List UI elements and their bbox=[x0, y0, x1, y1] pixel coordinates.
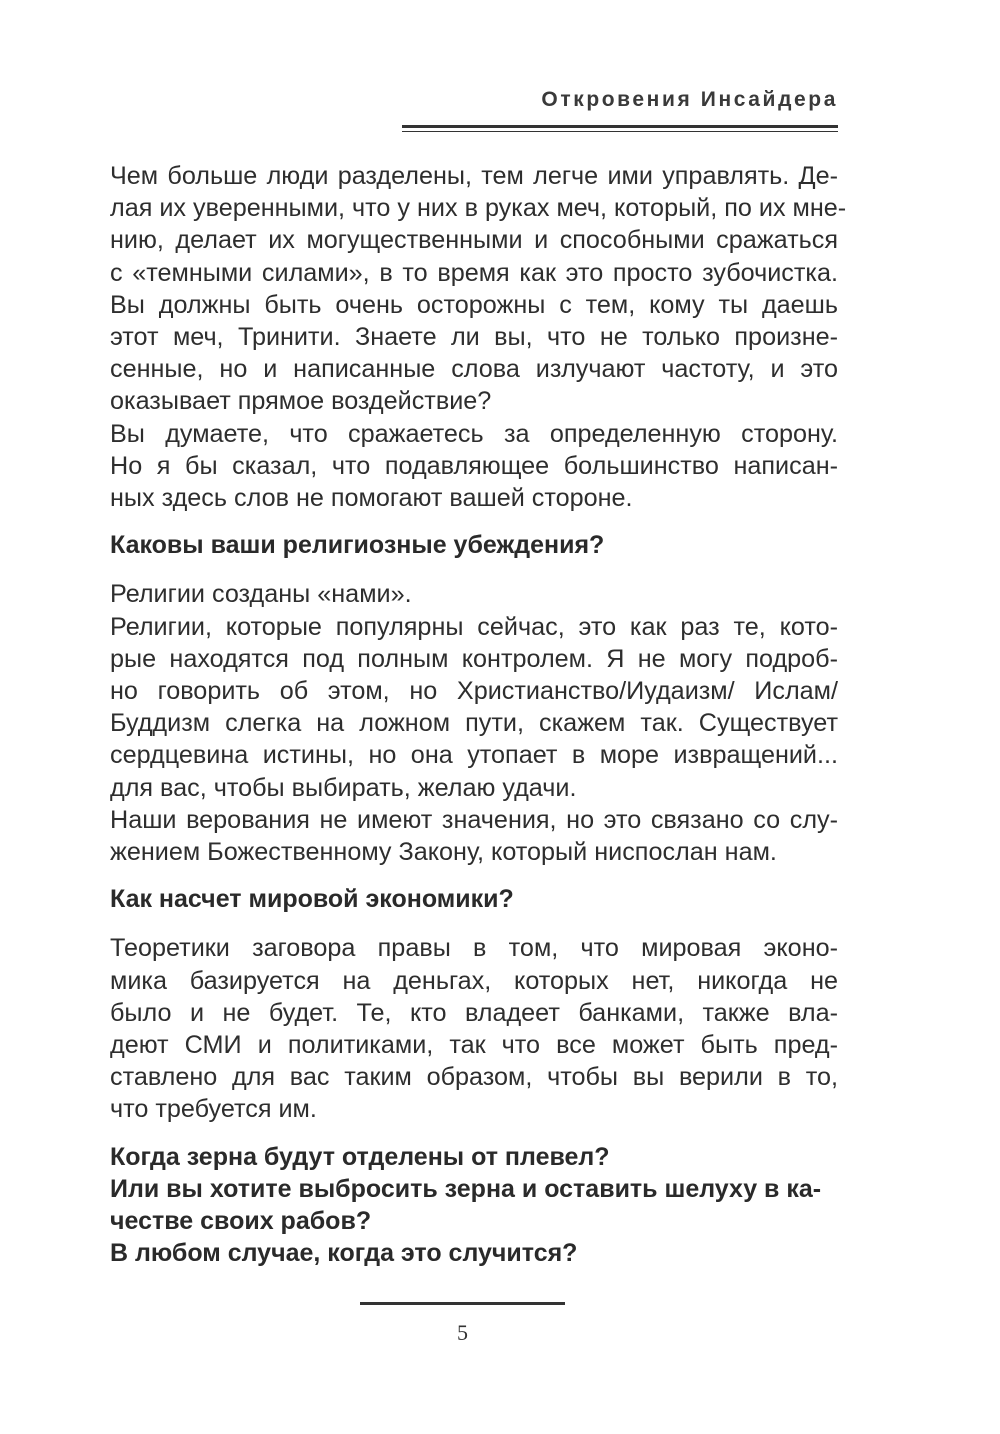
page-body bbox=[110, 160, 847, 1270]
text-line: сенные, но и написанные слова излучают частоту, и это bbox=[110, 355, 838, 384]
text-line: что требуется им. bbox=[110, 1095, 317, 1124]
text-line: Чем больше люди разделены, тем легче ими управлять. Де- bbox=[110, 162, 838, 190]
text-line: было и не будет. Те, кто владеет банками, также вла- bbox=[110, 998, 838, 1027]
text-line: ных здесь слов не помогают вашей стороне. bbox=[110, 484, 633, 513]
text-line: этот меч, Тринити. Знаете ли вы, что не только произне- bbox=[110, 323, 838, 352]
text-line: Но я бы сказал, что подавляющее большинство написан- bbox=[110, 451, 838, 480]
text-line: Теоретики заговора правы в том, что мировая эконо- bbox=[110, 934, 838, 963]
question-harvest-line: честве своих рабов? bbox=[110, 1207, 372, 1236]
text-line: деют СМИ и политиками, так что все может быть пред- bbox=[110, 1031, 838, 1060]
text-line: Наши верования не имеют значения, но это связано со слу- bbox=[110, 805, 838, 834]
text-line: ставлено для вас таким образом, чтобы вы верили в то, bbox=[110, 1063, 838, 1092]
text-line: но говорить об этом, но Христианство/Иудаизм/ Ислам/ bbox=[110, 677, 838, 706]
question-harvest-line: Или вы хотите выбросить зерна и оставить шелуху в ка- bbox=[110, 1174, 822, 1203]
text-line: оказывает прямое воздействие? bbox=[110, 387, 492, 416]
text-line: жением Божественному Закону, который ниспослан нам. bbox=[110, 838, 777, 867]
question-when: В любом случае, когда это случится? bbox=[110, 1239, 578, 1268]
header-rule bbox=[402, 125, 838, 132]
footer-rule bbox=[360, 1302, 565, 1305]
text-line: Вы должны быть очень осторожны с тем, кому ты даешь bbox=[110, 290, 838, 319]
page-number: 5 bbox=[457, 1320, 468, 1345]
running-title: Откровения Инсайдера bbox=[541, 88, 838, 111]
text-line: сердцевина истины, но она утопает в море извращений... bbox=[110, 741, 838, 770]
paragraph-2 bbox=[110, 418, 838, 515]
question-religion: Каковы ваши религиозные убеждения? bbox=[110, 531, 605, 560]
text-line: лая их уверенными, что у них в руках меч, который, по их мне- bbox=[110, 194, 847, 223]
text-line: рые находятся под полным контролем. Я не могу подроб- bbox=[110, 644, 838, 673]
text-line: мика базируется на деньгах, которых нет, никогда не bbox=[110, 966, 838, 995]
paragraph-5 bbox=[110, 804, 838, 868]
paragraph-3 bbox=[110, 578, 838, 610]
text-line: для вас, чтобы выбирать, желаю удачи. bbox=[110, 773, 577, 802]
text-line: Религии, которые популярны сейчас, это как раз те, кото- bbox=[110, 612, 838, 641]
text-line: нию, делает их могущественными и способными сражаться bbox=[110, 226, 838, 255]
text-line: Буддизм слегка на ложном пути, скажем так. Существует bbox=[110, 709, 838, 738]
question-economy: Как насчет мировой экономики? bbox=[110, 885, 514, 914]
paragraph-6 bbox=[110, 932, 838, 1125]
text-line: Религии созданы «нами». bbox=[110, 580, 412, 609]
text-line: с «темными силами», в то время как это просто зубочистка. bbox=[110, 258, 838, 287]
text-line: Вы думаете, что сражаетесь за определенную сторону. bbox=[110, 419, 838, 448]
paragraph-4 bbox=[110, 611, 838, 804]
paragraph-1 bbox=[110, 160, 847, 418]
question-harvest: Когда зерна будут отделены от плевел? bbox=[110, 1142, 610, 1171]
